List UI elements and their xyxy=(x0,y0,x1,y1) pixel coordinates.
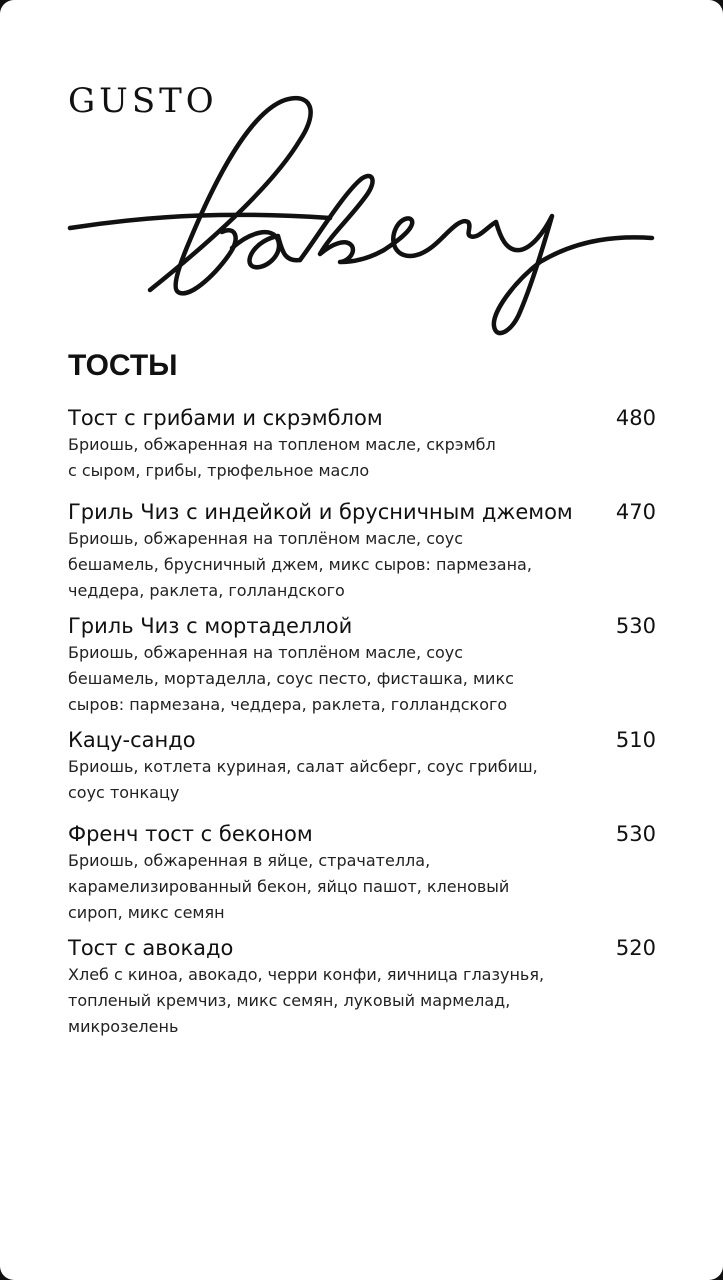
item-price: 480 xyxy=(615,406,656,430)
item-name: Тост с авокадо xyxy=(68,936,234,960)
item-name: Френч тост с беконом xyxy=(68,822,313,846)
item-description: Бриошь, котлета куриная, салат айсберг, соус грибиш, соус тонкацу xyxy=(68,757,538,802)
item-name: Гриль Чиз с индейкой и брусничным джемом xyxy=(68,500,573,524)
item-price: 470 xyxy=(615,500,656,524)
item-name: Гриль Чиз с мортаделлой xyxy=(68,614,353,638)
menu-item xyxy=(68,612,656,718)
item-description: Хлеб с киноа, авокадо, черри конфи, яичница глазунья, топленый кремчиз, микс семян, луковый мармелад, микрозелень xyxy=(68,965,545,1036)
brand-name: GUSTO xyxy=(68,81,218,121)
menu-item xyxy=(68,404,656,484)
section-title: ТОСТЫ xyxy=(68,349,178,382)
item-description: Бриошь, обжаренная на топлёном масле, соус бешамель, брусничный джем, микс сыров: пармезана, чеддера, раклета, голландского xyxy=(68,529,532,600)
item-description: Бриошь, обжаренная в яйце, страчателла, карамелизированный бекон, яйцо пашот, кленовый сироп, микс семян xyxy=(68,851,510,922)
logo xyxy=(0,0,723,350)
menu-item xyxy=(68,934,656,1040)
item-description: Бриошь, обжаренная на топленом масле, скрэмбл с сыром, грибы, трюфельное масло xyxy=(68,435,496,480)
item-description: Бриошь, обжаренная на топлёном масле, соус бешамель, мортаделла, соус песто, фисташка, микс сыров: пармезана, чеддера, раклета, голландского xyxy=(68,643,514,714)
menu-item xyxy=(68,726,656,806)
bakery-script-logo xyxy=(0,0,723,350)
item-price: 510 xyxy=(615,728,656,752)
item-name: Тост с грибами и скрэмблом xyxy=(68,406,383,430)
item-price: 520 xyxy=(615,936,656,960)
menu-item xyxy=(68,820,656,926)
item-price: 530 xyxy=(615,614,656,638)
menu-item xyxy=(68,498,656,604)
item-price: 530 xyxy=(615,822,656,846)
item-name: Кацу-сандо xyxy=(68,728,196,752)
